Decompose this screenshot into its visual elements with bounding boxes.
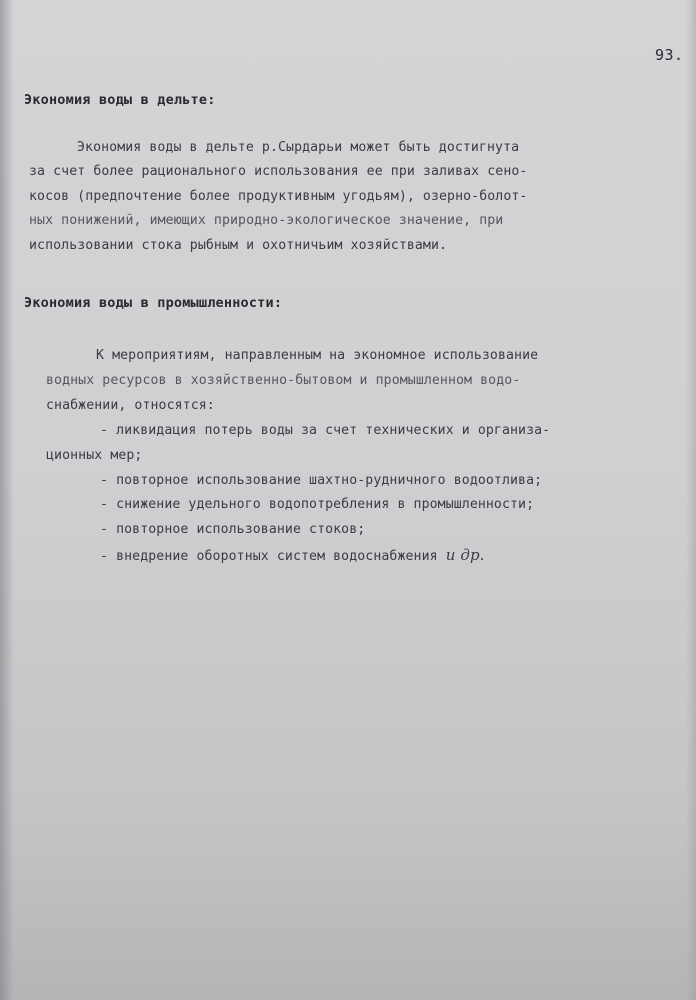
list-item bbox=[100, 546, 485, 564]
list-item: - повторное использование шахтно-рудничного водоотлива; bbox=[100, 473, 543, 488]
paragraph-line: водных ресурсов в хозяйственно-бытовом и промышленном водо- bbox=[46, 373, 521, 388]
page-edge-shadow bbox=[0, 0, 14, 1000]
list-item: - повторное использование стоков; bbox=[100, 522, 366, 537]
paragraph-line: снабжении, относятся: bbox=[46, 398, 215, 413]
section-heading-delta: Экономия воды в дельте: bbox=[24, 92, 216, 108]
section-heading-industry: Экономия воды в промышленности: bbox=[24, 295, 283, 311]
list-item: - ликвидация потерь воды за счет технических и организа- bbox=[100, 423, 551, 438]
page-edge-shadow bbox=[686, 0, 696, 1000]
paragraph-line: ных понижений, имеющих природно-экологическое значение, при bbox=[29, 213, 504, 228]
list-item-text: - внедрение оборотных систем водоснабжения bbox=[100, 549, 438, 564]
list-item: - снижение удельного водопотребления в промышленности; bbox=[100, 497, 535, 512]
paragraph-line: Экономия воды в дельте р.Сырдарьи может быть достигнута bbox=[77, 140, 520, 155]
paragraph-line: за счет более рационального использования ее при заливах сено- bbox=[29, 164, 528, 179]
handwritten-note: и др. bbox=[445, 546, 485, 564]
list-item-continuation: ционных мер; bbox=[46, 448, 143, 463]
paragraph-line: использовании стока рыбным и охотничьим хозяйствами. bbox=[29, 238, 448, 253]
paragraph-line: К мероприятиям, направленным на экономное использование bbox=[96, 348, 539, 363]
paragraph-line: косов (предпочтение более продуктивным угодьям), озерно-болот- bbox=[29, 189, 528, 204]
page-number: 93. bbox=[655, 46, 684, 64]
